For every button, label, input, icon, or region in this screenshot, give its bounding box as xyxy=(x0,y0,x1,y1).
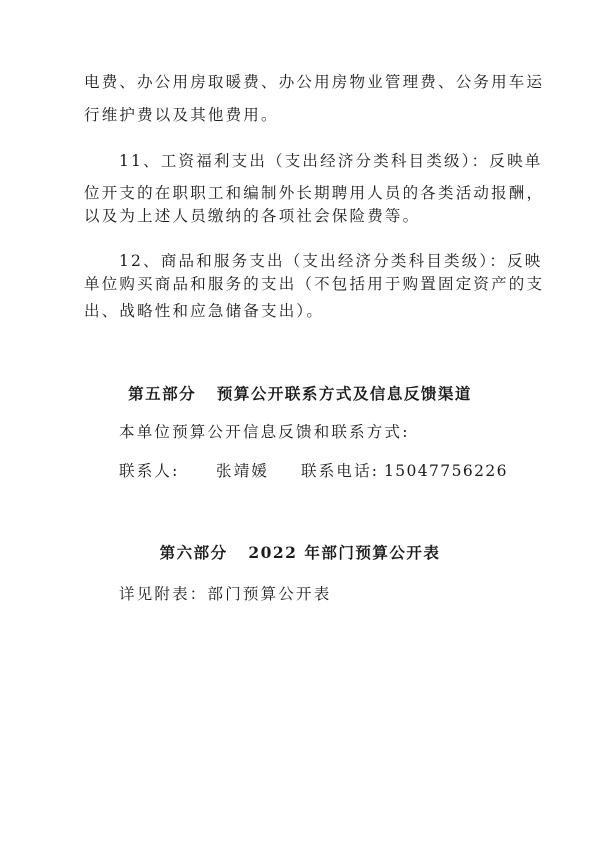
item-11-line-2: 位开支的在职职工和编制外长期聘用人员的各类活动报酬， xyxy=(84,184,545,202)
paragraph-cont-line-2: 行维护费以及其他费用。 xyxy=(84,106,279,124)
section-6-title: 第六部分 2022 年部门预算公开表 xyxy=(159,543,441,562)
phone-number: 15047756226 xyxy=(384,462,508,480)
contact-label: 联系人: xyxy=(119,462,180,480)
paragraph-cont-line-1: 电费、办公用房取暖费、办公用房物业管理费、公务用车运 xyxy=(84,73,545,91)
section-5-title: 第五部分 预算公开联系方式及信息反馈渠道 xyxy=(128,384,472,403)
item-12-line-2: 单位购买商品和服务的支出（不包括用于购置固定资产的支 xyxy=(84,275,545,293)
item-11-line-1: 11、工资福利支出（支出经济分类科目类级）：反映单 xyxy=(119,152,543,170)
item-11-line-3: 以及为上述人员缴纳的各项社会保险费等。 xyxy=(84,207,421,225)
section-6-detail: 详见附表：部门预算公开表 xyxy=(119,585,332,603)
section-5-intro: 本单位预算公开信息反馈和联系方式: xyxy=(119,423,410,441)
contact-name: 张靖媛 xyxy=(216,462,270,480)
item-12-line-3: 出、战略性和应急储备支出）。 xyxy=(84,302,325,320)
item-12-line-1: 12、商品和服务支出（支出经济分类科目类级）：反映 xyxy=(119,252,543,270)
phone-label: 联系电话: xyxy=(301,462,380,480)
